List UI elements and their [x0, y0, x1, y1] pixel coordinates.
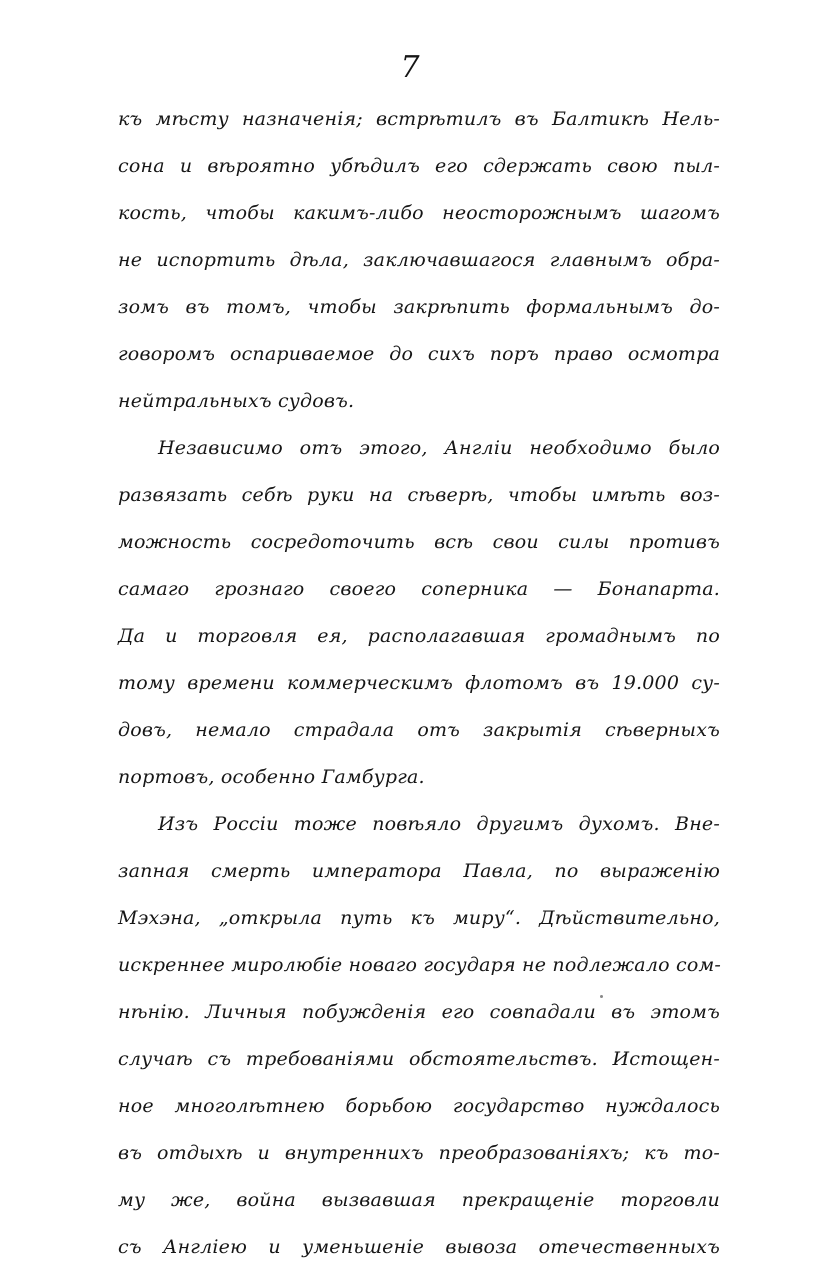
handwritten-text-body — [118, 96, 720, 1271]
text-line: Мэхэна, „открыла путь къ миру“. Дѣйствительно, — [118, 907, 720, 929]
text-line: Да и торговля ея, располагавшая громаднымъ по — [118, 625, 720, 647]
text-line: кость, чтобы какимъ-либо неосторожнымъ шагомъ — [118, 202, 720, 224]
text-line: зомъ въ томъ, чтобы закрѣпить формальнымъ до- — [118, 296, 720, 318]
text-line: говоромъ оспариваемое до сихъ поръ право осмотра — [118, 343, 720, 365]
text-line: съ Англіею и уменьшеніе вывоза отечественныхъ — [118, 1236, 720, 1258]
paragraph-end-line: нейтральныхъ судовъ. — [118, 390, 355, 412]
text-line: можность сосредоточить всѣ свои силы противъ — [118, 531, 720, 553]
text-line: развязать себѣ руки на сѣверѣ, чтобы имѣть воз- — [118, 484, 720, 506]
text-line: му же, война вызвавшая прекращеніе торговли — [118, 1189, 720, 1211]
paragraph-start-line: Независимо отъ этого, Англіи необходимо было — [158, 437, 720, 459]
text-line: къ мѣсту назначенія; встрѣтилъ въ Балтикѣ Нель- — [118, 108, 720, 130]
text-line: тому времени коммерческимъ флотомъ въ 19.000 су- — [118, 672, 720, 694]
text-line: не испортить дѣла, заключавшагося главнымъ обра- — [118, 249, 720, 271]
text-line: нѣнію. Личныя побужденія его совпадали въ этомъ — [118, 1001, 720, 1023]
page-number: 7 — [400, 50, 420, 85]
text-line: искреннее миролюбіе новаго государя не подлежало сом- — [118, 954, 722, 976]
text-line: довъ, немало страдала отъ закрытія сѣверныхъ — [118, 719, 720, 741]
ink-speck — [600, 995, 603, 998]
text-line: въ отдыхѣ и внутреннихъ преобразованіяхъ; къ то- — [118, 1142, 720, 1164]
text-line: самаго грознаго своего соперника — Бонапарта. — [118, 578, 720, 600]
text-line: сона и вѣроятно убѣдилъ его сдержать свою пыл- — [118, 155, 720, 177]
text-line: запная смерть императора Павла, по выраженію — [118, 860, 720, 882]
text-line: ное многолѣтнею борьбою государство нуждалось — [118, 1095, 720, 1117]
text-line: случаѣ съ требованіями обстоятельствъ. Истощен- — [118, 1048, 720, 1070]
paragraph-end-line: портовъ, особенно Гамбурга. — [118, 766, 425, 788]
paragraph-start-line: Изъ Россіи тоже повѣяло другимъ духомъ. Вне- — [158, 813, 720, 835]
